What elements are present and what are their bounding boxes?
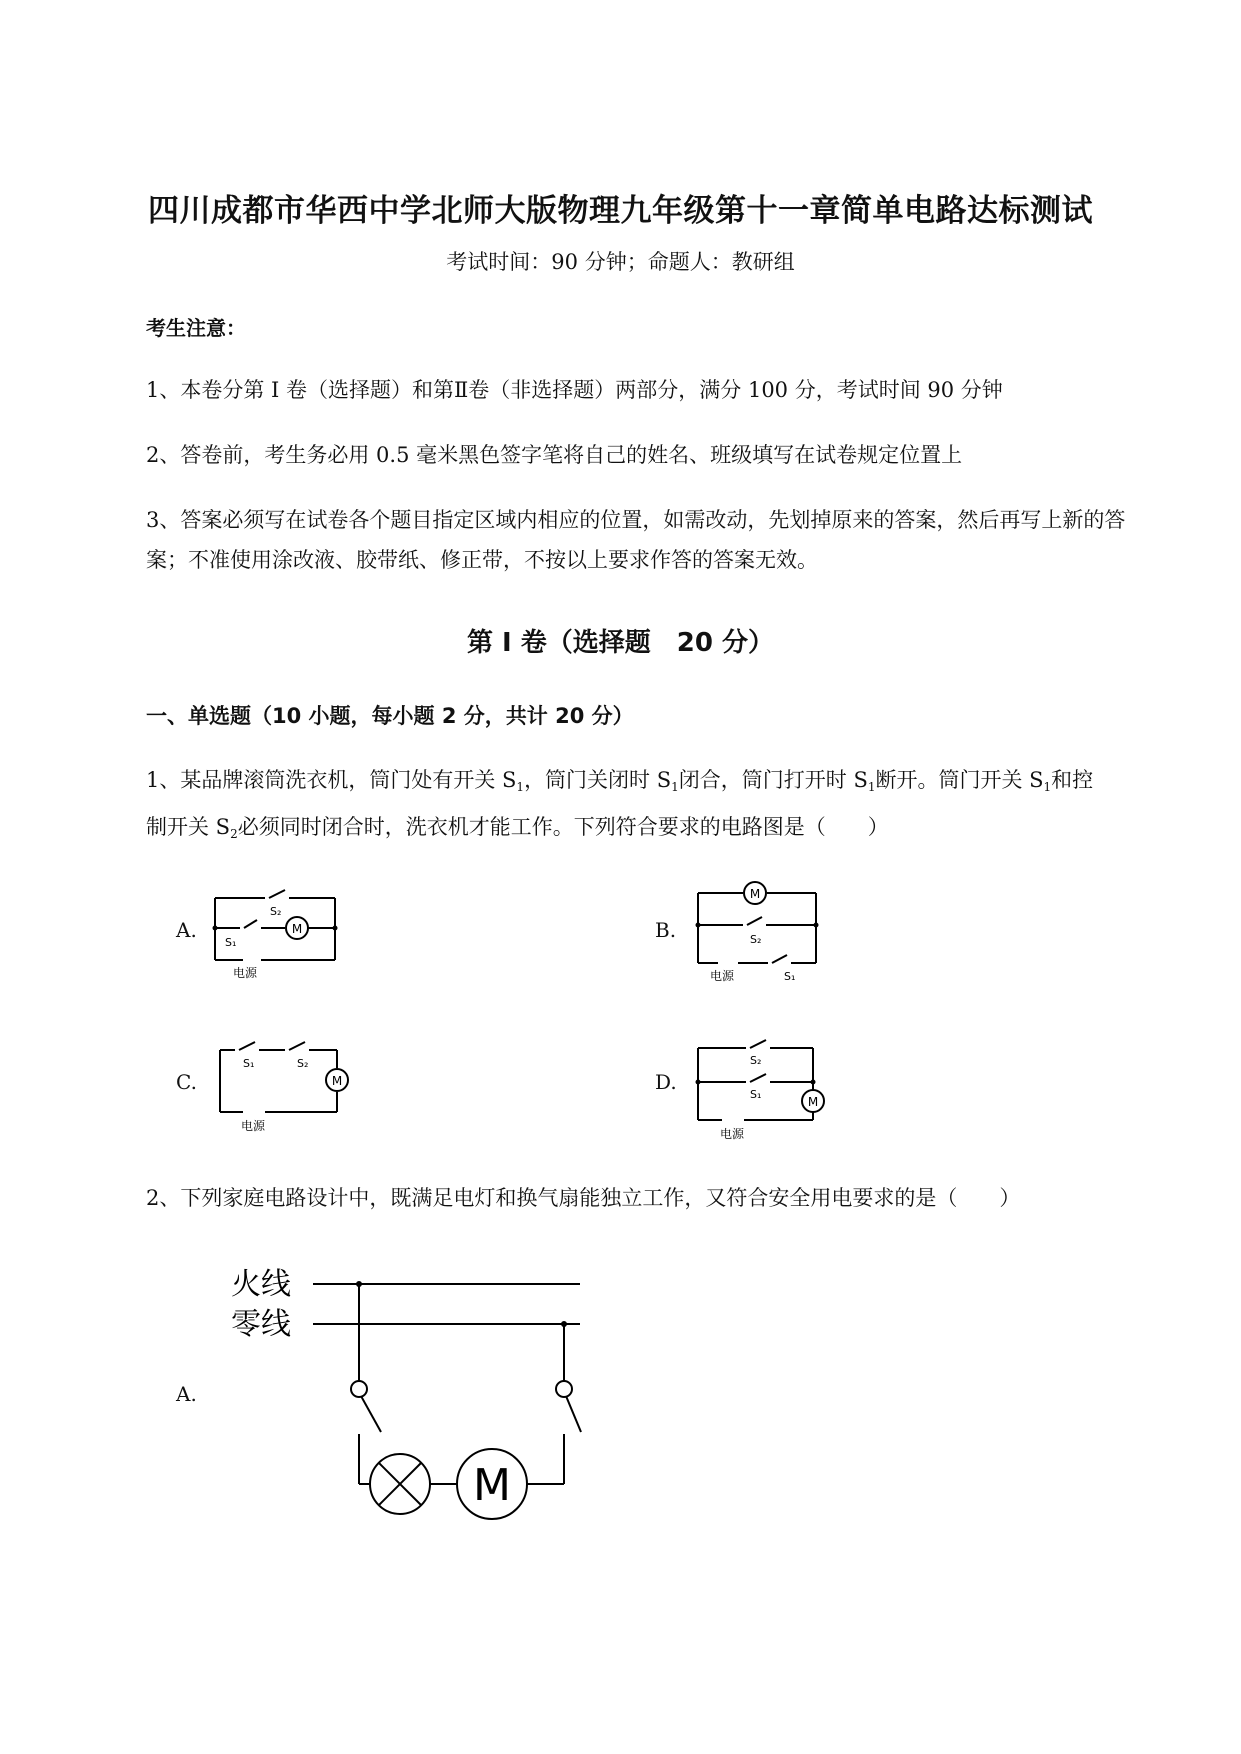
svg-text:S₂: S₂ [750,933,762,946]
neutral-wire-label: 零线 [231,1307,291,1342]
q1-circuit-b [688,875,828,985]
svg-text:电源: 电源 [720,1127,745,1140]
svg-text:M: M [331,1074,343,1088]
q1-option-c-label: C. [176,1070,197,1094]
live-wire-label: 火线 [231,1267,291,1302]
motor-label: M [291,922,303,936]
q1-option-a-label: A. [176,918,197,942]
exam-info: 考试时间：90 分钟；命题人：教研组 [446,250,795,274]
q1-circuit-c [205,1030,355,1135]
q1-circuit-d [688,1030,838,1140]
s1-label: S₁ [225,936,237,949]
svg-text:S₂: S₂ [750,1054,762,1067]
question-1-text: 1、某品牌滚筒洗衣机，筒门处有开关 $S_1$，筒门关闭时 $S_1$闭合，筒门打开时 $S_1$断开。筒门开关 $S_1$和控 制开关 $S_2$必须同时闭合时，洗衣机才能工作。下列符合要求的电路图是（ ） [146,768,1094,841]
svg-text:M: M [807,1095,819,1109]
svg-text:M: M [749,887,761,901]
page-title: 四川成都市华西中学北师大版物理九年级第十一章简单电路达标测试 [148,193,1093,229]
s2-label: S₂ [270,905,282,918]
svg-text:电源: 电源 [710,969,735,983]
notice-item-1: 1、本卷分第 I 卷（选择题）和第Ⅱ卷（非选择题）两部分，满分 100 分，考试时间 90 分钟 [146,378,1003,402]
section-title: 第 I 卷（选择题 20 分） [466,628,774,658]
svg-text:S₂: S₂ [297,1057,309,1070]
part-heading: 一、单选题（10 小题，每小题 2 分，共计 20 分） [146,704,634,728]
motor-label: M [473,1460,511,1511]
q1-option-b-label: B. [655,918,677,942]
svg-text:S₁: S₁ [750,1088,762,1101]
q1-option-d-label: D. [655,1070,677,1094]
q2-option-a-label: A. [176,1382,197,1406]
power-label: 电源 [233,966,258,980]
notice-item-3: 3、答案必须写在试卷各个题目指定区域内相应的位置，如需改动，先划掉原来的答案，然后再写上新的答案；不准使用涂改液、胶带纸、修正带，不按以上要求作答的答案无效。 [146,508,1126,572]
notice-heading: 考生注意： [146,316,246,340]
svg-text:S₁: S₁ [784,970,796,983]
notice-item-2: 2、答卷前，考生务必用 0.5 毫米黑色签字笔将自己的姓名、班级填写在试卷规定位置上 [146,443,963,467]
svg-text:电源: 电源 [241,1119,266,1133]
question-2-text: 2、下列家庭电路设计中，既满足电灯和换气扇能独立工作，又符合安全用电要求的是（ ） [146,1186,1021,1210]
q1-circuit-a [205,880,345,980]
q2-circuit-a [225,1262,605,1532]
svg-text:S₁: S₁ [243,1057,255,1070]
